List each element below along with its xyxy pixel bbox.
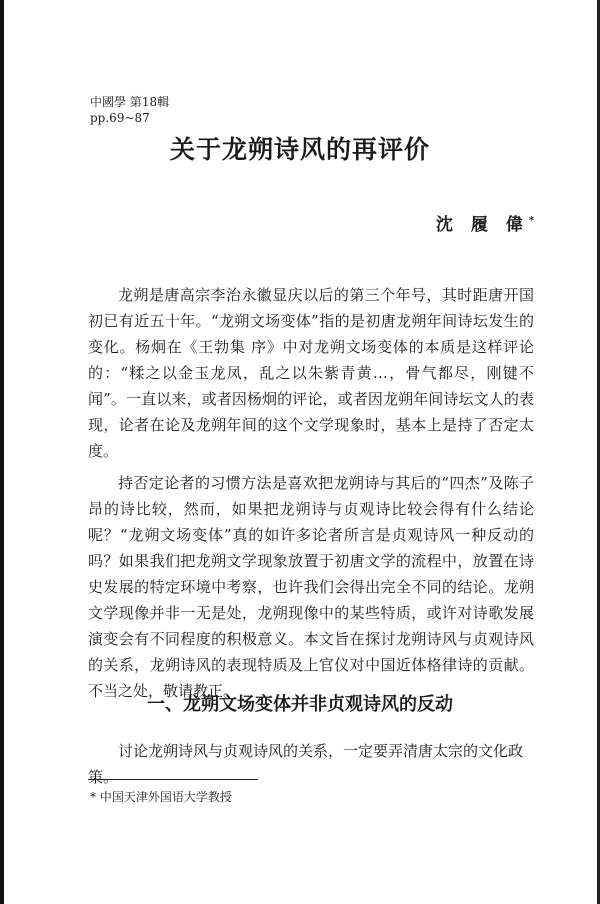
journal-header xyxy=(90,94,169,126)
article-body xyxy=(88,282,534,710)
paragraph-2: 持否定论者的习惯方法是喜欢把龙朔诗与其后的“四杰”及陈子昂的诗比较，然而，如果把龙朔诗与贞观诗比较会得有什么结论呢？“龙朔文场变体”真的如许多论者所言是贞观诗风一种反动的吗？如果我们把龙朔文学现象放置于初唐文学的流程中，放置在诗史发展的特定环境中考察，也许我们会得出完全不同的结论。龙朔文学现像并非一无是处，龙朔现像中的某些特质，或许对诗歌发展演变会有不同程度的积极意义。本文旨在探讨龙朔诗风与贞观诗风的关系，龙朔诗风的表现特质及上官仪对中国近体格律诗的贡献。不当之处，敬请教正。 xyxy=(88,474,534,700)
paragraph-1: 龙朔是唐高宗李治永徽显庆以后的第三个年号，其时距唐开国初已有近五十年。“龙朔文场变体”指的是初唐龙朔年间诗坛发生的变化。杨炯在《王勃集 序》中对龙朔文场变体的本质是这样评论的：“糅之以金玉龙凤，乱之以朱紫青黄…，骨气都尽，刚键不闻”。一直以来，或者因杨炯的评论，或者因龙朔年间诗坛文人的表现，论者在论及龙朔年间的这个文学现象时，基本上是持了否定太度。 xyxy=(88,286,534,460)
journal-name: 中國學 第18輯 xyxy=(90,95,170,109)
section-heading: 一、龙朔文场变体并非贞观诗风的反动 xyxy=(147,694,453,715)
journal-pages: pp.69~87 xyxy=(90,111,150,125)
author-footnote-mark: * xyxy=(528,215,534,227)
section-paragraph: 讨论龙朔诗风与贞观诗风的关系，一定要弄清唐太宗的文化政策。 xyxy=(88,742,524,786)
footnote-rule xyxy=(88,779,258,780)
author-name: 沈 履 偉 xyxy=(435,215,529,235)
author xyxy=(436,210,534,235)
article-title: 关于龙朔诗风的再评价 xyxy=(169,135,430,164)
footnote: * 中国天津外国语大学教授 xyxy=(90,790,232,804)
